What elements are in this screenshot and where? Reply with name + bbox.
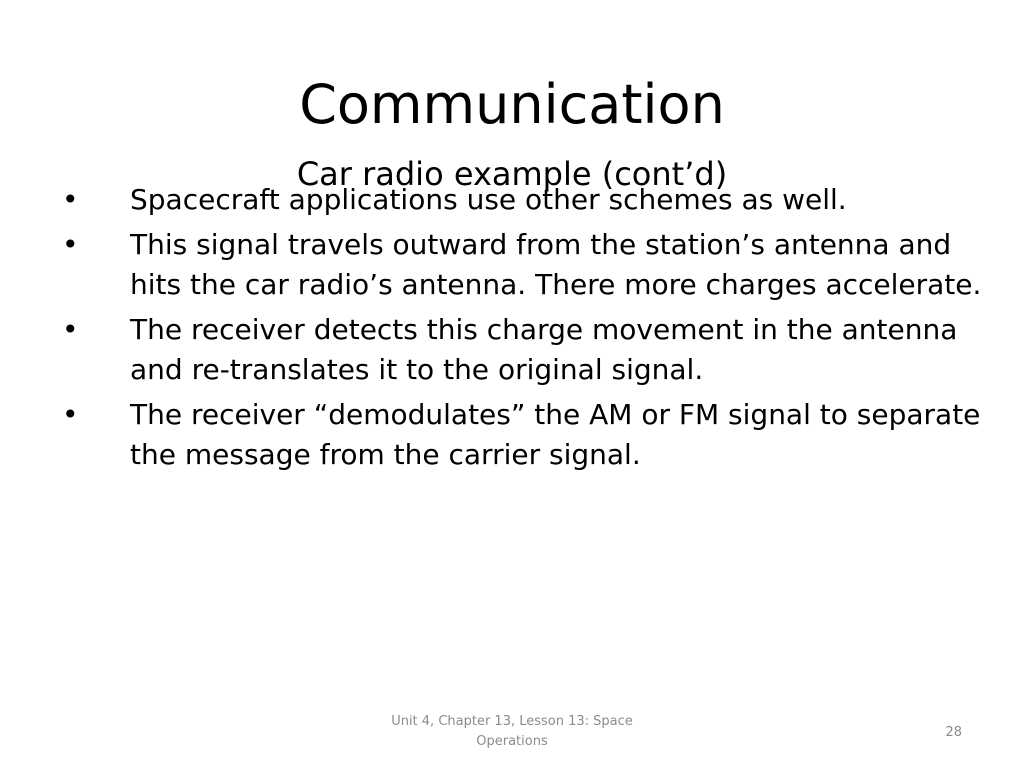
- bullet-item: [62, 310, 992, 390]
- bullet-icon: •: [62, 183, 79, 216]
- bullet-item: [62, 180, 992, 220]
- slide-title: Communication: [299, 73, 725, 136]
- bullet-text: Spacecraft applications use other schemes as well.: [130, 183, 847, 216]
- slide-subtitle: Car radio example (cont’d): [296, 155, 728, 193]
- bullet-text: The receiver detects this charge movement in the antenna and re-translates it to the original signal.: [130, 313, 958, 386]
- bullet-icon: •: [62, 313, 79, 346]
- bullet-text: The receiver “demodulates” the AM or FM signal to separate the message from the carrier signal.: [130, 398, 981, 471]
- bullet-item: [62, 395, 992, 475]
- slide-footer: Unit 4, Chapter 13, Lesson 13: Space Operations: [391, 714, 633, 749]
- page-number: 28: [945, 725, 962, 740]
- bullet-text: This signal travels outward from the station’s antenna and hits the car radio’s antenna. There more charges accelerate.: [130, 228, 982, 301]
- bullet-item: [62, 225, 992, 305]
- bullet-icon: •: [62, 228, 79, 261]
- bullet-icon: •: [62, 398, 79, 431]
- bullet-list: [62, 180, 992, 480]
